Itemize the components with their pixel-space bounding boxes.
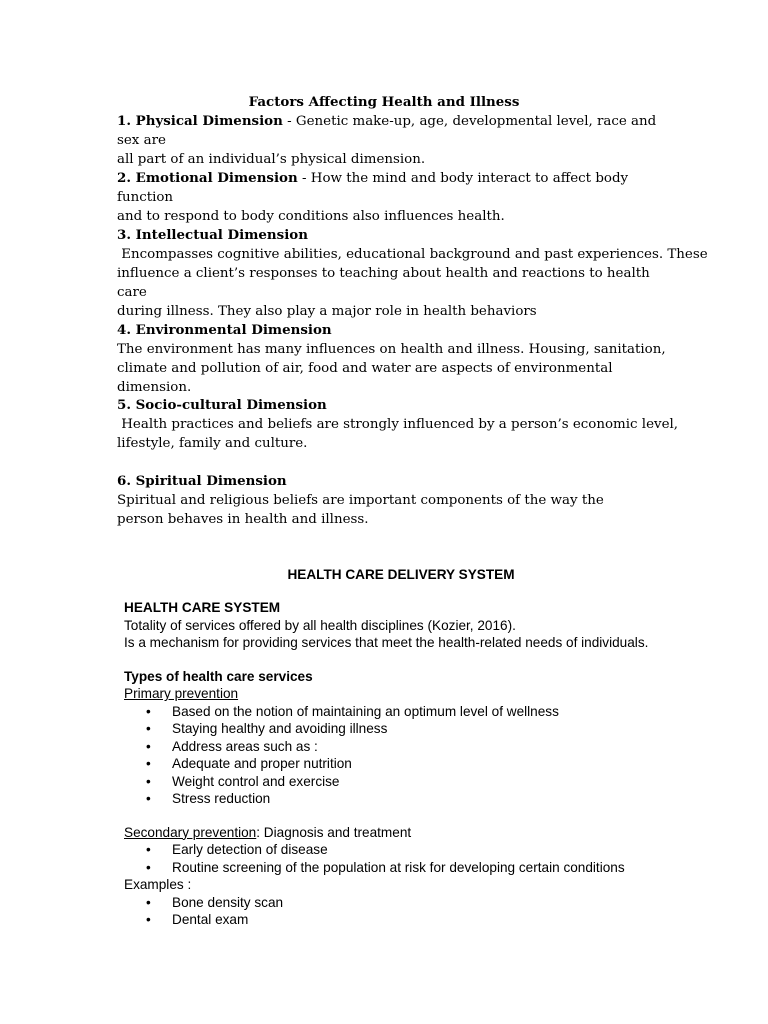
list-item — [124, 894, 724, 912]
factor-line — [117, 169, 677, 207]
list-item — [124, 790, 724, 808]
list-item-text: Based on the notion of maintaining an optimum level of wellness — [172, 703, 559, 719]
system-heading: HEALTH CARE SYSTEM — [124, 600, 281, 615]
delivery-title: HEALTH CARE DELIVERY SYSTEM — [287, 567, 515, 582]
primary-prevention-label: Primary prevention — [124, 686, 239, 701]
factor-heading: 5. Socio-cultural Dimension — [117, 397, 327, 413]
health-care-system-section — [124, 599, 724, 929]
examples-list — [124, 894, 724, 929]
factors-title: Factors Affecting Health and Illness — [248, 94, 520, 110]
list-item — [124, 738, 724, 756]
bullet-icon: • — [146, 791, 151, 806]
list-item-text: Staying healthy and avoiding illness — [172, 721, 388, 736]
factor-heading: 2. Emotional Dimension — [117, 170, 298, 186]
list-item-text: Bone density scan — [172, 894, 284, 910]
factor-heading: 3. Intellectual Dimension — [117, 227, 308, 243]
factor-line: person behaves in health and illness. — [117, 512, 369, 527]
bullet-icon: • — [146, 721, 151, 736]
factor-line — [117, 112, 677, 150]
factor-text: How the mind and body interact to affect body function — [117, 171, 629, 205]
secondary-prevention-line — [124, 824, 724, 842]
bullet-icon: • — [146, 912, 151, 927]
secondary-prevention-label: Secondary prevention — [124, 824, 257, 840]
list-item — [124, 773, 724, 791]
list-item-text: Weight control and exercise — [172, 773, 340, 789]
factor-line: Spiritual and religious beliefs are important components of the way the — [117, 493, 604, 508]
secondary-prevention-list — [124, 841, 724, 876]
list-item — [124, 911, 724, 929]
list-item — [124, 720, 724, 738]
factor-line: The environment has many influences on health and illness. Housing, sanitation, — [117, 342, 666, 357]
types-heading: Types of health care services — [124, 668, 313, 684]
factor-item-emotional — [117, 169, 677, 226]
factor-separator: - — [282, 114, 296, 129]
primary-prevention-list — [124, 703, 724, 808]
factor-item-intellectual — [117, 226, 708, 321]
list-item — [124, 841, 724, 859]
factor-line: and to respond to body conditions also influences health. — [117, 209, 505, 224]
list-item — [124, 755, 724, 773]
factor-item-physical — [117, 112, 677, 169]
list-item — [124, 859, 724, 877]
list-item-text: Adequate and proper nutrition — [172, 756, 352, 771]
factor-item-socio-cultural — [117, 396, 677, 453]
factor-heading: 6. Spiritual Dimension — [117, 473, 287, 489]
factor-line: Health practices and beliefs are strongly influenced by a person’s economic level, — [117, 417, 679, 432]
list-item-text: Dental exam — [172, 912, 249, 927]
system-line: Is a mechanism for providing services that meet the health-related needs of individuals. — [124, 635, 649, 650]
list-item — [124, 703, 724, 721]
factor-item-environmental — [117, 321, 677, 397]
factor-line: during illness. They also play a major role in health behaviors — [117, 304, 537, 319]
bullet-icon: • — [146, 894, 151, 910]
examples-label: Examples : — [124, 877, 192, 892]
list-item-text: Routine screening of the population at risk for developing certain conditions — [172, 859, 625, 875]
factor-heading: 4. Environmental Dimension — [117, 322, 332, 338]
bullet-icon: • — [146, 738, 151, 754]
factor-line: all part of an individual’s physical dimension. — [117, 152, 426, 167]
secondary-prevention-suffix: : Diagnosis and treatment — [256, 824, 412, 840]
factor-line: climate and pollution of air, food and water are aspects of environmental dimension. — [117, 361, 613, 395]
bullet-icon: • — [146, 703, 151, 719]
factor-item-spiritual — [117, 472, 677, 529]
factor-line: influence a client’s responses to teaching about health and reactions to health care — [117, 266, 650, 300]
factor-line: Encompasses cognitive abilities, educational background and past experiences. These — [117, 247, 708, 262]
list-item-text: Early detection of disease — [172, 842, 328, 857]
bullet-icon: • — [146, 756, 151, 771]
system-line: Totality of services offered by all health disciplines (Kozier, 2016). — [124, 617, 516, 633]
bullet-icon: • — [146, 859, 151, 875]
factor-separator: - — [297, 171, 311, 186]
bullet-icon: • — [146, 842, 151, 857]
factor-line: lifestyle, family and culture. — [117, 436, 308, 451]
bullet-icon: • — [146, 773, 151, 789]
list-item-text: Address areas such as : — [172, 738, 318, 754]
factor-text: Genetic make-up, age, developmental level, race and sex are — [117, 114, 657, 148]
factor-heading: 1. Physical Dimension — [117, 113, 283, 129]
list-item-text: Stress reduction — [172, 791, 271, 806]
